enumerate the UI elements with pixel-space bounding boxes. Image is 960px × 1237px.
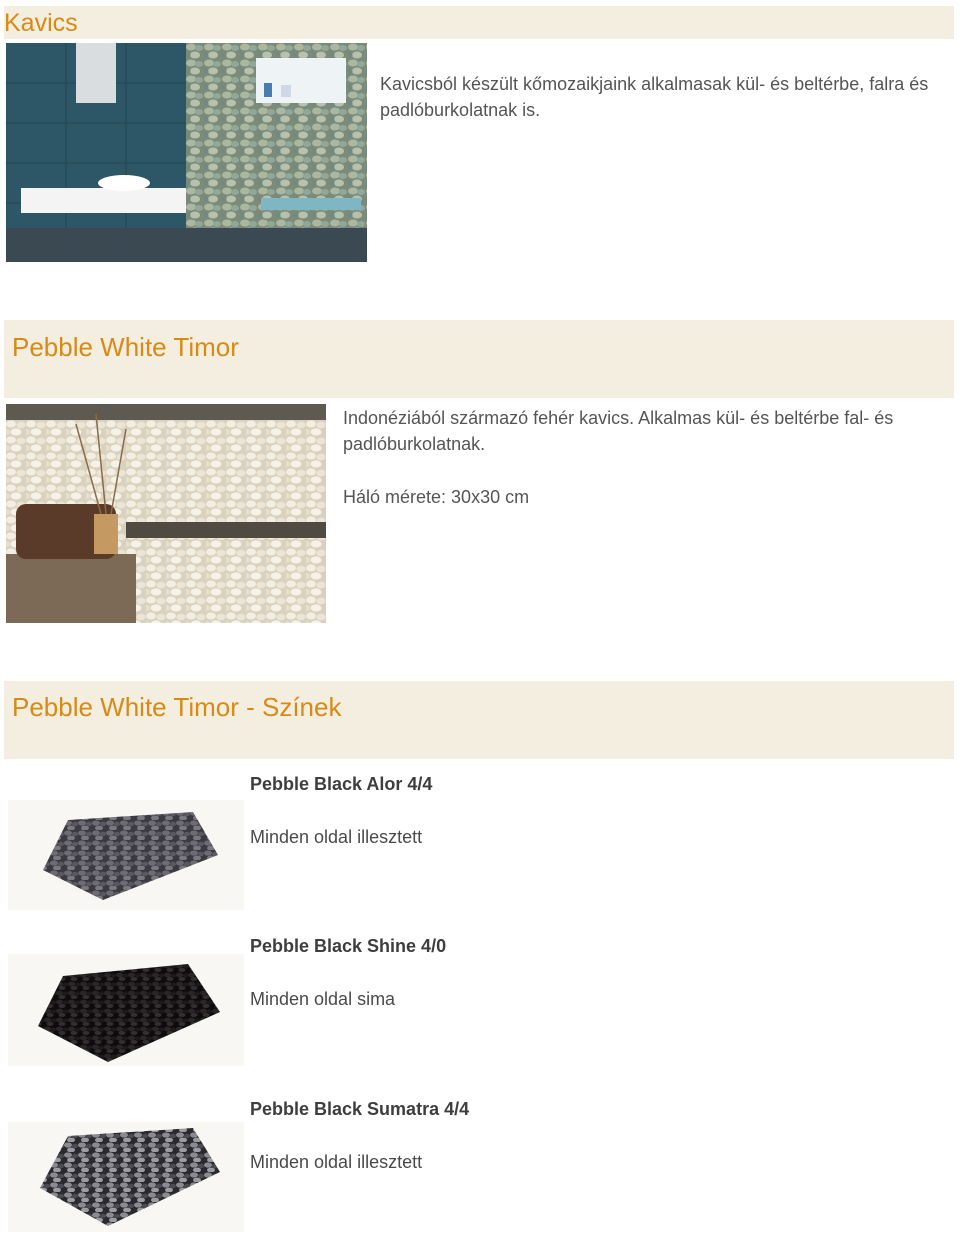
black-shine-tile-icon	[8, 954, 244, 1066]
section-header-colors	[4, 681, 954, 759]
bathroom-image	[6, 43, 367, 262]
section-title: Pebble White Timor	[12, 332, 239, 362]
mesh-size: Háló mérete: 30x30 cm	[343, 487, 530, 507]
section-title: Pebble White Timor - Színek	[12, 692, 342, 722]
black-sumatra-tile-icon	[8, 1122, 244, 1232]
product-description: Minden oldal illesztett	[250, 1152, 423, 1172]
section-header-white-timor	[4, 320, 954, 398]
bathroom-photo	[6, 43, 367, 262]
product-description: Minden oldal sima	[250, 989, 396, 1009]
product-name: Pebble Black Sumatra 4/4	[250, 1099, 470, 1119]
section2-description: Indonéziából származó fehér kavics. Alkalmas kül- és beltérbe fal- és padlóburkolatnak.	[343, 408, 894, 454]
white-pebble-image	[6, 404, 326, 623]
white-pebble-photo	[6, 404, 326, 623]
section-header-kavics	[4, 6, 954, 39]
product-name: Pebble Black Alor 4/4	[250, 774, 433, 794]
black-alor-tile-icon	[8, 800, 244, 910]
section1-description: Kavicsból készült kőmozaikjaink alkalmasak kül- és beltérbe, falra és padlóburkolatnak is.	[380, 74, 929, 120]
section-title: Kavics	[4, 9, 78, 37]
product-name: Pebble Black Shine 4/0	[250, 936, 447, 956]
product-image-sumatra	[8, 1122, 244, 1232]
product-description: Minden oldal illesztett	[250, 827, 423, 847]
product-image-alor	[8, 800, 244, 910]
product-image-shine	[8, 954, 244, 1066]
